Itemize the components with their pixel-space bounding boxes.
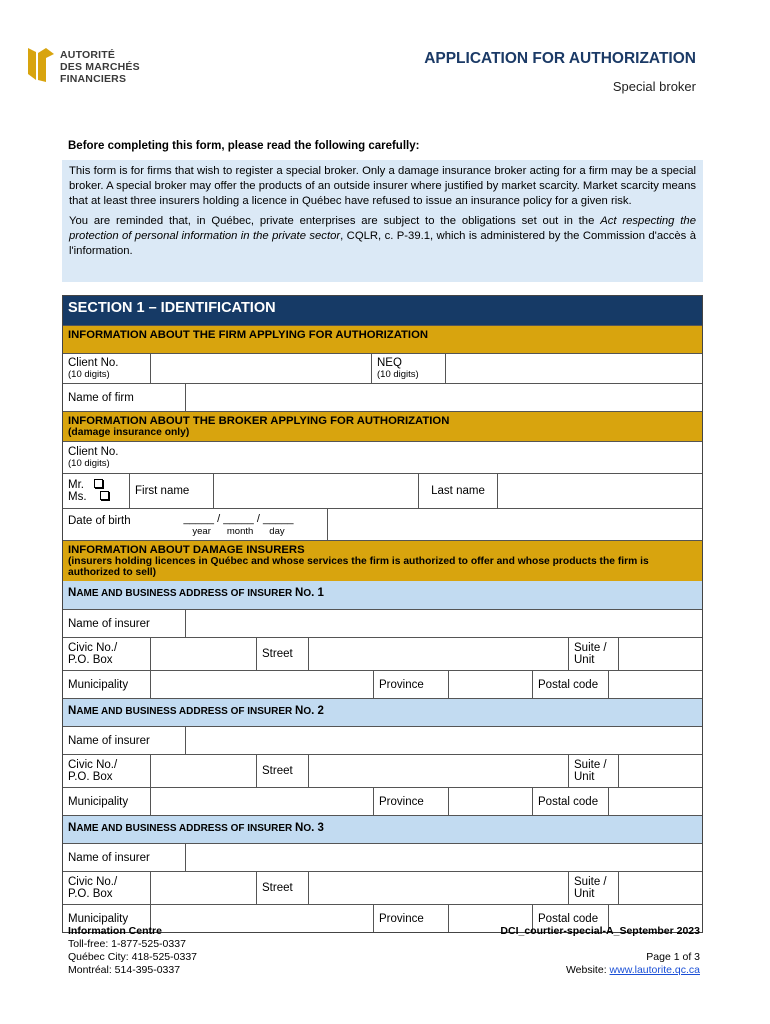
insurer-number-1: . 1 [311, 587, 324, 599]
suite-line-1-2: Suite / [574, 759, 607, 771]
client-no-digits: (10 digits) [68, 369, 110, 380]
logo-line-1: AUTORITÉ [60, 49, 116, 61]
footer-page-number: Page 1 of 3 [646, 951, 700, 963]
insurer-name-input-3[interactable] [185, 844, 702, 871]
cap-n-3: N [68, 822, 77, 834]
mr-label: Mr. [68, 479, 84, 491]
page-title: APPLICATION FOR AUTHORIZATION [424, 50, 696, 67]
insurer-number-3: . 3 [311, 822, 324, 834]
suite-line-2-1: Unit [574, 654, 595, 666]
logo-line-3: FINANCIERS [60, 73, 127, 85]
neq-digits: (10 digits) [377, 369, 419, 380]
civic-line-1-3: Civic No./ [68, 876, 118, 888]
street-input-3[interactable] [308, 872, 568, 904]
insurer-name-row-1 [63, 609, 702, 637]
suite-line-2-3: Unit [574, 888, 595, 900]
cap-n-1: N [68, 587, 77, 599]
province-label-1: Province [373, 671, 448, 698]
insurer-city-row-1 [63, 670, 702, 698]
postal-code-input-1[interactable] [608, 671, 702, 698]
municipality-label-1: Municipality [68, 678, 129, 691]
insurers-container [63, 581, 702, 932]
civic-no-input-3[interactable] [150, 872, 256, 904]
province-label-2: Province [373, 788, 448, 815]
insurers-heading-sub: (insurers holding licences in Québec and whose services the firm is authorized to offer and whose products the firm is authorized to sell) [68, 556, 649, 578]
street-input-1[interactable] [308, 638, 568, 670]
insurer-heading-1 [63, 581, 702, 609]
last-name-input[interactable] [497, 474, 702, 508]
firm-name-row [63, 383, 702, 411]
amf-logo-mark-icon [26, 44, 56, 84]
postal-code-label-2: Postal code [532, 788, 608, 815]
insurers-heading-text: INFORMATION ABOUT DAMAGE INSURERS [68, 544, 305, 556]
civic-line-1-2: Civic No./ [68, 759, 118, 771]
insurer-name-label-1: Name of insurer [68, 617, 150, 630]
broker-client-no-label [63, 442, 150, 473]
dob-blanks: _____ / _____ / _____ [183, 512, 294, 525]
suite-input-3[interactable] [618, 872, 702, 904]
footer-quebec: Québec City: 418-525-0337 [68, 951, 197, 963]
firm-info-heading: INFORMATION ABOUT THE FIRM APPLYING FOR AUTHORIZATION [63, 325, 702, 353]
cap-n-2: N [68, 705, 77, 717]
suite-label-3 [568, 872, 618, 904]
cap-no-2: N [295, 705, 304, 717]
broker-client-no-digits: (10 digits) [68, 458, 110, 469]
dob-spacer [327, 509, 702, 540]
mr-option[interactable] [68, 479, 103, 491]
dob-day-label: day [269, 525, 285, 537]
postal-code-label-1: Postal code [532, 671, 608, 698]
postal-code-input-2[interactable] [608, 788, 702, 815]
footer-centre: Information Centre [68, 925, 162, 937]
footer-toll-free: Toll-free: 1-877-525-0337 [68, 938, 186, 950]
postal-code-label-3: Postal code [532, 905, 608, 932]
province-input-2[interactable] [448, 788, 532, 815]
civic-no-label-3 [63, 872, 150, 904]
mr-checkbox-icon[interactable] [94, 479, 103, 488]
broker-client-no-input[interactable] [150, 442, 702, 473]
insurer-city-row-2 [63, 787, 702, 815]
civic-line-1-1: Civic No./ [68, 642, 118, 654]
broker-heading-sub: (damage insurance only) [68, 427, 190, 438]
broker-heading-text: INFORMATION ABOUT THE BROKER APPLYING FOR AUTHORIZATION [68, 415, 450, 427]
identification-form [62, 295, 703, 933]
insurer-name-label-3: Name of insurer [68, 851, 150, 864]
name-of-firm-input[interactable] [185, 384, 702, 411]
logo-line-2: DES MARCHÉS [60, 61, 140, 73]
suite-line-1-3: Suite / [574, 876, 607, 888]
intro-heading: Before completing this form, please read the following carefully: [68, 140, 420, 152]
website-link[interactable]: www.lautorite.qc.ca [609, 964, 700, 976]
insurer-heading-3 [63, 815, 702, 843]
client-no-label [63, 354, 150, 383]
insurer-heading-text-3 [68, 822, 324, 837]
first-name-label: First name [129, 474, 213, 508]
heading-o-2: O [303, 706, 312, 717]
insurer-name-input-2[interactable] [185, 727, 702, 754]
intro-p2-start: You are reminded that, in Québec, private enterprises are subject to the obligations set out in the [69, 214, 601, 227]
footer-doc-code: DCI_courtier-special-A_September 2023 [500, 925, 700, 937]
suite-line-1-1: Suite / [574, 642, 607, 654]
date-of-birth-input[interactable] [150, 509, 327, 540]
civic-no-input-1[interactable] [150, 638, 256, 670]
salutation-group [63, 474, 129, 508]
neq-input[interactable] [445, 354, 702, 383]
insurer-name-input-1[interactable] [185, 610, 702, 637]
first-name-input[interactable] [213, 474, 418, 508]
page-subtitle: Special broker [612, 79, 696, 94]
ms-label: Ms. [68, 491, 87, 503]
broker-client-no-text: Client No. [68, 446, 119, 458]
insurer-name-label-2: Name of insurer [68, 734, 150, 747]
insurer-heading-text-1 [68, 587, 324, 603]
municipality-input-1[interactable] [150, 671, 373, 698]
heading-body-2: AME AND BUSINESS ADDRESS OF INSURER [76, 706, 296, 717]
civic-no-input-2[interactable] [150, 755, 256, 787]
insurer-name-row-3 [63, 843, 702, 871]
last-name-label: Last name [418, 474, 497, 508]
footer-montreal: Montréal: 514-395-0337 [68, 964, 181, 976]
dob-month-label: month [226, 525, 254, 537]
province-label-3: Province [373, 905, 448, 932]
ms-checkbox-icon[interactable] [100, 491, 109, 500]
intro-paragraph-1: This form is for firms that wish to register a special broker. Only a damage insurance broker acting for a firm may be a special broker. A special broker may offer the products of an outside insurer where justified by market scarcity. Market scarcity means that at least three insurers holding a licence in Québec have refused to issue an insurance policy for a given risk. [69, 165, 696, 208]
footer-website-label: Website: [565, 964, 610, 976]
amf-logo [26, 44, 166, 84]
civic-no-label-1 [63, 638, 150, 670]
cap-no-1: N [295, 587, 304, 599]
suite-input-2[interactable] [618, 755, 702, 787]
suite-line-2-2: Unit [574, 771, 595, 783]
logo-text [60, 49, 140, 85]
footer-website [500, 964, 700, 977]
insurer-address-row-3 [63, 871, 702, 904]
section-1-header: SECTION 1 – IDENTIFICATION [63, 296, 702, 325]
municipality-input-2[interactable] [150, 788, 373, 815]
municipality-label-2: Municipality [68, 795, 129, 808]
date-of-birth-label: Date of birth [68, 515, 131, 527]
insurer-address-row-2 [63, 754, 702, 787]
suite-label-1 [568, 638, 618, 670]
footer-meta [500, 925, 700, 977]
dob-part-labels [192, 526, 284, 537]
insurer-address-row-1 [63, 637, 702, 670]
street-label-1: Street [256, 638, 308, 670]
broker-client-row [63, 441, 702, 473]
street-label-2: Street [256, 755, 308, 787]
insurer-heading-2 [63, 698, 702, 726]
heading-o-1: O [303, 588, 312, 599]
dob-row [63, 508, 702, 540]
municipality-label-3: Municipality [68, 912, 129, 925]
broker-name-row [63, 473, 702, 508]
street-input-2[interactable] [308, 755, 568, 787]
civic-line-2-2: P.O. Box [68, 771, 113, 783]
intro-box [62, 160, 703, 282]
neq-label [371, 354, 445, 383]
insurer-name-row-2 [63, 726, 702, 754]
cap-no-3: N [295, 822, 304, 834]
civic-line-2-1: P.O. Box [68, 654, 113, 666]
broker-info-heading [63, 411, 702, 441]
civic-no-label-2 [63, 755, 150, 787]
intro-act-title: Act respecting the protection of personal information in the private sector [69, 214, 696, 242]
ms-option[interactable] [68, 491, 109, 503]
suite-label-2 [568, 755, 618, 787]
street-label-3: Street [256, 872, 308, 904]
name-of-firm-label: Name of firm [68, 391, 134, 404]
heading-body-1: AME AND BUSINESS ADDRESS OF INSURER [76, 588, 296, 599]
heading-body-3: AME AND BUSINESS ADDRESS OF INSURER [76, 823, 296, 834]
civic-line-2-3: P.O. Box [68, 888, 113, 900]
firm-client-row [63, 353, 702, 383]
intro-p2-end: , CQLR, c. P-39.1, which is administered by the Commission d'accès à l'information. [69, 229, 696, 258]
province-input-1[interactable] [448, 671, 532, 698]
intro-paragraph-2 [69, 214, 696, 260]
firm-client-no-input[interactable] [150, 354, 371, 383]
insurer-heading-text-2 [68, 705, 324, 720]
client-no-text: Client No. [68, 357, 119, 369]
suite-input-1[interactable] [618, 638, 702, 670]
dob-year-label: year [192, 525, 211, 537]
neq-text: NEQ [377, 357, 402, 369]
footer-contact [68, 925, 197, 977]
insurer-number-2: . 2 [311, 705, 324, 717]
heading-o-3: O [303, 823, 312, 834]
insurers-info-heading [63, 540, 702, 581]
